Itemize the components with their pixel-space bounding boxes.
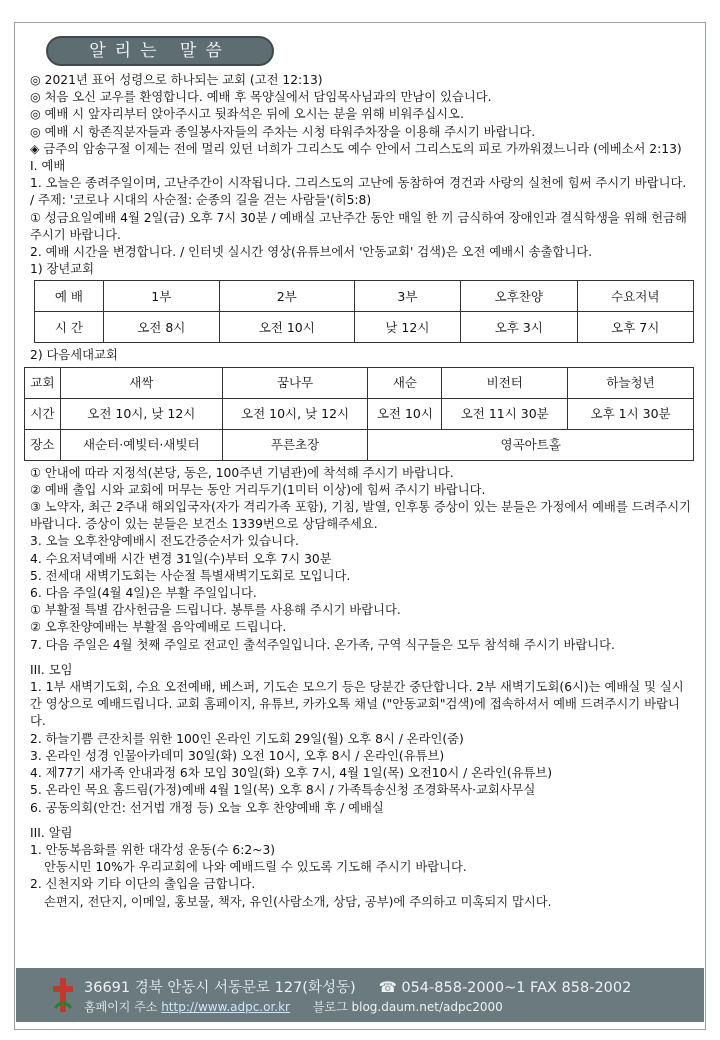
meeting-item: 1. 1부 새벽기도회, 수요 오전예배, 베스퍼, 기도손 모으기 등은 당분간 중단합니다. 2부 새벽기도회(6시)는 예배실 및 실시간 영상으로 예배드립니다. 교회 홈페이지, 유튜브, 카카오톡 채널 ("안동교회"검색)에 접속하셔서 예배 드려주시기 바랍니다. [30, 680, 684, 729]
notice-content [30, 72, 694, 911]
notice-line: ◎ 예배 시 앞자리부터 앉아주시고 뒷좌석은 뒤에 오시는 분을 위해 비워주십시오. [30, 107, 464, 122]
footer-contact-line [84, 976, 631, 997]
section-heading-news: III. 알림 [30, 825, 73, 840]
page-title: 알리는 말씀 [46, 36, 274, 66]
table-cell: 장소 [25, 429, 61, 460]
table-cell: 시 간 [35, 312, 104, 343]
meeting-item: 2. 하늘기쁨 큰잔치를 위한 100인 온라인 기도회 29일(월) 오후 8시 / 온라인(줌) [30, 731, 464, 746]
church-cross-logo-icon [52, 978, 74, 1012]
table-cell: 오전 10시, 낮 12시 [222, 398, 368, 429]
footer-web-line [84, 998, 503, 1015]
worship-item: 3. 오늘 오후찬양예배시 전도간증순서가 있습니다. [30, 534, 299, 549]
worship-item: ③ 노약자, 최근 2주내 해외입국자(자가 격리가족 포함), 기침, 발열, 인후통 증상이 있는 분들은 가정에서 예배를 드려주시기 바랍니다. 증상이 있는 분들은 보건소 1339번으로 상담해주세요. [30, 500, 692, 532]
worship-item: ① 부활절 특별 감사헌금을 드립니다. 봉투를 사용해 주시기 바랍니다. [30, 603, 401, 618]
table-cell: 꿈나무 [222, 367, 368, 398]
table-cell: 하늘청년 [568, 367, 694, 398]
adult-table-label: 1) 장년교회 [30, 262, 95, 277]
table-cell: 오후찬양 [461, 281, 577, 312]
table-cell: 수요저녁 [577, 281, 693, 312]
table-cell: 1부 [103, 281, 219, 312]
blog-label: 블로그 [312, 1000, 348, 1014]
meeting-item: 4. 제77기 새가족 안내과정 6차 모임 30일(화) 오후 7시, 4월 1일(목) 오전10시 / 온라인(유튜브) [30, 766, 553, 781]
worship-item: ② 예배 출입 시와 교회에 머무는 동안 거리두기(1미터 이상)에 힘써 주시기 바랍니다. [30, 482, 486, 497]
worship-item: 6. 다음 주일(4월 4일)은 부활 주일입니다. [30, 586, 257, 601]
table-cell: 오전 10시 [368, 398, 442, 429]
table-cell: 영곡아트홀 [368, 429, 694, 460]
next-gen-schedule-table [24, 367, 694, 461]
table-cell: 오전 8시 [103, 312, 219, 343]
table-cell: 새순 [368, 367, 442, 398]
church-address: 36691 경북 안동시 서동문로 127(화성동) [84, 980, 356, 996]
table-cell: 오전 10시, 낮 12시 [60, 398, 222, 429]
table-cell: 2부 [219, 281, 354, 312]
section-heading-meeting: III. 모임 [30, 662, 73, 677]
notice-line: ◎ 예배 시 항존직분자들과 종일봉사자들의 주차는 시청 타워주차장을 이용해 주시기 바랍니다. [30, 124, 536, 139]
next-gen-table-label: 2) 다음세대교회 [30, 348, 118, 363]
table-cell: 푸른초장 [222, 429, 368, 460]
worship-item: 2. 예배 시간을 변경합니다. / 인터넷 실시간 영상(유튜브에서 '안동교회' 검색)은 오전 예배시 송출합니다. [30, 245, 593, 260]
table-row [25, 398, 694, 429]
worship-item: 1. 오늘은 종려주일이며, 고난주간이 시작됩니다. 그리스도의 고난에 동참하여 경건과 사랑의 실천에 힘써 주시기 바랍니다. / 주제: '코로나 시대의 사순절: 순종의 길을 걷는 사람들'(히5:8) [30, 176, 687, 208]
worship-item: 5. 전세대 새벽기도회는 사순절 특별새벽기도회로 모입니다. [30, 568, 351, 583]
meeting-item: 6. 공동의회(안건: 선거법 개정 등) 오늘 오후 찬양예배 후 / 예배실 [30, 800, 384, 815]
table-cell: 낮 12시 [354, 312, 460, 343]
table-row [35, 281, 694, 312]
table-cell: 예 배 [35, 281, 104, 312]
homepage-label: 홈페이지 주소 [84, 1000, 158, 1014]
memory-verse: ◈ 금주의 암송구절 이제는 전에 멀리 있던 너희가 그리스도 예수 안에서 그리스도의 피로 가까워졌느니라 (에베소서 2:13) [30, 141, 682, 156]
table-cell: 오전 10시 [219, 312, 354, 343]
meeting-item: 3. 온라인 성경 인물아카데미 30일(화) 오전 10시, 오후 8시 / 온라인(유튜브) [30, 748, 445, 763]
worship-item: ② 오후찬양예배는 부활절 음악예배로 드립니다. [30, 620, 287, 635]
homepage-link[interactable]: http://www.adpc.or.kr [161, 1000, 290, 1014]
table-cell: 오후 7시 [577, 312, 693, 343]
table-row [25, 367, 694, 398]
adult-schedule-table [34, 280, 694, 343]
table-cell: 새싹 [60, 367, 222, 398]
table-cell: 3부 [354, 281, 460, 312]
table-row [25, 429, 694, 460]
table-row [35, 312, 694, 343]
section-heading-worship: I. 예배 [30, 159, 66, 174]
worship-item: 7. 다음 주일은 4월 첫째 주일로 전교인 출석주일입니다. 온가족, 구역 식구들은 모두 참석해 주시기 바랍니다. [30, 637, 615, 652]
news-item: 안동시민 10%가 우리교회에 나와 예배드릴 수 있도록 기도해 주시기 바랍니다. [44, 860, 467, 875]
worship-item: ① 안내에 따라 지정석(본당, 동은, 100주년 기념관)에 착석해 주시기 바랍니다. [30, 465, 454, 480]
meeting-item: 5. 온라인 목요 홈드림(가정)예배 4월 1일(목) 오후 8시 / 가족특송신청 조경화목사·교회사무실 [30, 783, 536, 798]
table-cell: 오전 11시 30분 [442, 398, 568, 429]
notice-line: ◎ 처음 오신 교우를 환영합니다. 예배 후 목양실에서 담임목사님과의 만남이 있습니다. [30, 90, 492, 105]
church-phone: ☎ 054-858-2000~1 FAX 858-2002 [378, 980, 632, 996]
table-cell: 새순터·예빛터·새빛터 [60, 429, 222, 460]
footer-bar [16, 968, 704, 1022]
news-item: 손편지, 전단지, 이메일, 홍보물, 책자, 유인(사람소개, 상담, 공부)에 주의하고 미혹되지 맙시다. [44, 894, 552, 909]
table-cell: 교회 [25, 367, 61, 398]
table-cell: 비전터 [442, 367, 568, 398]
news-item: 1. 안동복음화를 위한 대각성 운동(수 6:2~3) [30, 842, 276, 857]
table-cell: 오후 1시 30분 [568, 398, 694, 429]
notice-line: ◎ 2021년 표어 성령으로 하나되는 교회 (고전 12:13) [30, 73, 323, 87]
table-cell: 오후 3시 [461, 312, 577, 343]
news-item: 2. 신천지와 기타 이단의 출입을 금합니다. [30, 877, 256, 892]
table-cell: 시간 [25, 398, 61, 429]
worship-item: 4. 수요저녁예배 시간 변경 31일(수)부터 오후 7시 30분 [30, 551, 332, 566]
blog-link[interactable]: blog.daum.net/adpc2000 [351, 1000, 503, 1014]
worship-item: ① 성금요일예배 4월 2일(금) 오후 7시 30분 / 예배실 고난주간 동안 매일 한 끼 금식하여 장애인과 결식학생을 위해 헌금해 주시기 바랍니다. [30, 210, 687, 242]
